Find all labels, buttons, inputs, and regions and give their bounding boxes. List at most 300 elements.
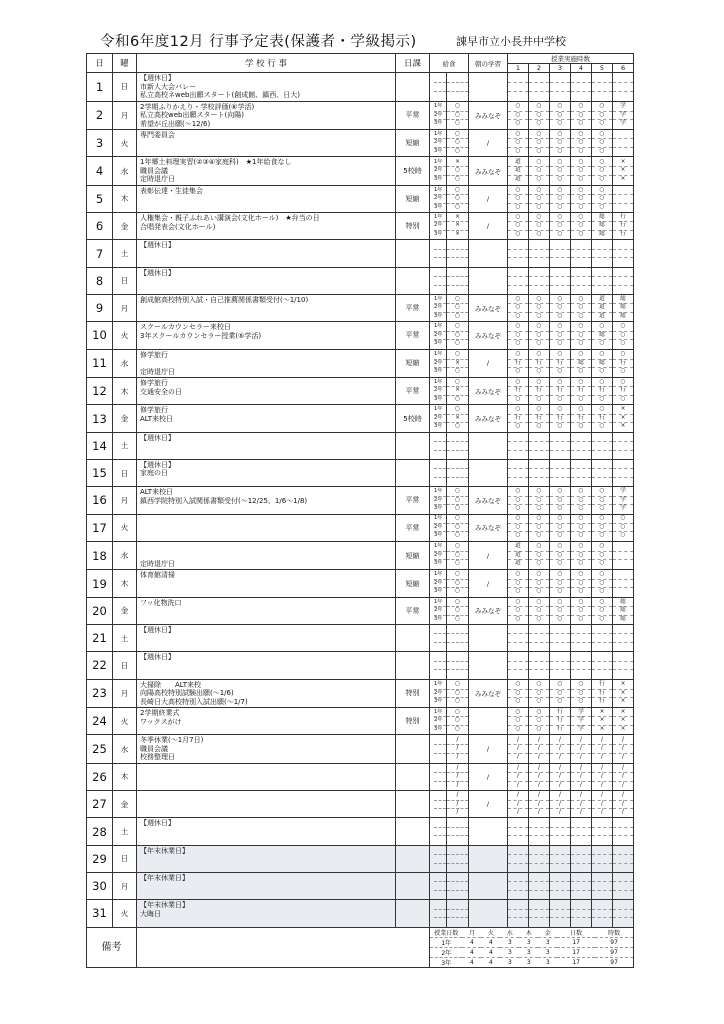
summary-header: 水 [500,928,519,938]
period-cell [613,157,634,186]
day-of-week: 日 [113,267,137,294]
period-mark: ○ [529,717,549,726]
grade-label: 1年 [434,187,446,196]
period-cell [613,101,634,130]
lunch-mark: ○ [454,175,461,182]
period-mark: ○ [529,406,549,415]
period-mark: ○ [578,147,584,154]
period-cell [529,213,550,240]
day-row [87,679,634,708]
grade-label: 2年 [434,717,446,726]
period-cell [592,652,613,679]
period-mark [529,626,549,635]
schedule-type: 平常 [396,487,430,514]
period-mark [550,864,570,872]
period-mark: ○ [592,323,612,332]
period-cell [529,845,550,872]
period-cell [529,624,550,651]
lunch-mark: ○ [447,607,468,616]
period-mark: ○ [550,543,570,552]
lunch-mark: ○ [447,351,468,360]
period-mark [550,634,570,643]
period-mark: ○ [550,323,570,332]
lunch-marks [447,845,469,872]
lunch-mark: ○ [454,147,461,154]
summary-cell-value: 4 [481,947,500,957]
schedule-body [87,73,634,928]
period-cell [550,267,571,294]
period-mark: ○ [557,203,563,210]
period-cell [508,101,529,130]
events-cell [137,432,396,459]
period-cell [529,597,550,624]
grade-labels [430,349,447,378]
period-cell [550,73,571,102]
period-mark [529,461,549,470]
grade-label [434,918,446,926]
period-mark [508,901,528,910]
day-of-week: 日 [113,845,137,872]
grade-label: 1年 [434,488,446,497]
lunch-mark [447,882,468,891]
event-line: 希望が丘出願(～12/6) [140,119,211,128]
grade-label: 3年 [434,368,443,375]
schedule-type [396,459,430,486]
period-mark: / [517,809,519,816]
grade-labels [430,322,447,349]
period-mark: ○ [550,607,570,616]
day-row [87,652,634,679]
period-mark: ○ [613,524,633,533]
period-mark: ○ [550,406,570,415]
grade-label: 3年 [434,203,443,210]
period-mark: ○ [599,340,605,347]
period-mark: × [599,725,605,732]
period-mark: ○ [508,709,528,718]
day-number: 26 [87,763,113,790]
period-mark: / [550,765,570,774]
event-line: 大掃除 ALT来校 [140,680,202,689]
period-mark: 道 [515,560,521,567]
period-mark: ○ [529,571,549,580]
period-mark: × [620,423,626,430]
events-cell [137,487,396,514]
morning-study: みみなぞ [469,487,508,514]
grade-label [434,737,446,746]
period-cell [571,185,592,212]
lunch-mark [447,277,468,286]
period-cell [529,900,550,927]
col-header-morning: 朝の学習 [469,54,508,73]
day-number: 18 [87,541,113,570]
period-cell [592,185,613,212]
period-mark: ○ [508,580,528,589]
grade-label: 2年 [434,690,446,699]
period-mark [613,819,633,828]
period-cell [508,570,529,597]
period-mark: 行 [592,690,612,699]
period-cell [550,570,571,597]
grade-label [434,765,446,774]
period-mark [613,560,633,568]
lunch-marks [447,322,469,349]
period-mark: ○ [613,332,633,341]
grade-label: 2年 [434,415,446,424]
day-row [87,597,634,624]
period-mark [613,461,633,470]
period-mark: ○ [515,615,521,622]
period-cell [571,130,592,157]
period-mark [529,478,549,486]
period-cell [571,570,592,597]
lunch-mark [447,92,468,100]
period-mark: / [580,753,582,760]
period-mark: / [592,801,612,810]
period-mark: ○ [578,615,584,622]
period-cell [571,405,592,432]
event-line: 【年末休業日】 [140,901,189,910]
period-cell [550,459,571,486]
period-mark [508,847,528,856]
period-mark: ○ [550,580,570,589]
period-mark: 学 [571,717,591,726]
lunch-marks [447,541,469,570]
period-mark: ○ [550,571,570,580]
period-mark: ○ [508,524,528,533]
lunch-marks [447,735,469,764]
period-mark: ○ [592,497,612,506]
grade-labels [430,873,447,900]
period-mark [529,910,549,919]
event-line: 職員会議 [140,744,168,753]
summary-cell-value: 3 [526,958,531,966]
period-mark [592,882,612,891]
day-row [87,514,634,541]
period-mark: ○ [536,340,542,347]
period-cell [592,240,613,267]
period-mark: ○ [592,103,612,112]
period-mark [613,250,633,259]
period-cell [550,185,571,212]
period-cell [508,652,529,679]
school-name: 諌早市立小長井中学校 [456,35,566,48]
period-mark [592,670,612,678]
period-mark: ○ [599,368,605,375]
period-mark [529,75,549,84]
grade-label [434,745,446,754]
period-mark [613,580,633,589]
lunch-mark: / [447,745,468,754]
lunch-mark: × [447,415,468,424]
period-mark: ○ [508,187,528,196]
grade-label: 2年 [434,360,446,369]
period-mark: ○ [536,312,542,319]
grade-label: 2年 [434,139,446,148]
period-mark [592,653,612,662]
period-cell [550,708,571,735]
period-mark: 道 [592,296,612,305]
summary-header: 月 [462,928,481,938]
lunch-marks [447,763,469,790]
lunch-mark: ○ [447,406,468,415]
period-mark [613,195,633,204]
period-mark: ○ [578,312,584,319]
morning-study [469,652,508,679]
grade-label [434,286,446,294]
period-cell [571,349,592,378]
period-header: 5 [592,64,613,73]
period-mark [571,819,591,828]
summary-header: 時数 [595,928,633,938]
remarks-text: 備考 [101,941,122,953]
period-mark [550,92,570,100]
period-mark [613,75,633,84]
period-mark [592,918,612,926]
period-mark [508,258,528,266]
period-cell [508,735,529,764]
period-mark [571,451,591,459]
period-mark: ○ [529,497,549,506]
period-cell [592,157,613,186]
day-of-week: 金 [113,213,137,240]
grade-label: 3年 [434,147,443,154]
period-mark: / [622,781,624,788]
period-mark [592,277,612,286]
event-line: 市新人大会バレー [140,82,196,91]
summary-cell-value: 97 [595,947,633,957]
period-cell [592,459,613,486]
period-mark [592,855,612,864]
lunch-marks [447,514,469,541]
period-mark [613,269,633,278]
period-cell [508,130,529,157]
summary-cell-value: 3 [500,947,519,957]
period-cell [529,294,550,321]
period-cell [592,213,613,240]
lunch-marks [447,294,469,321]
period-cell [571,541,592,570]
period-mark: / [517,753,519,760]
day-row [87,405,634,432]
period-mark: / [529,801,549,810]
grade-labels [430,101,447,130]
day-row [87,541,634,570]
lunch-mark [447,258,468,266]
period-mark: ○ [515,588,521,595]
period-mark: ○ [592,599,612,608]
event-line: 2学期ふりかえり・学校評価(⑥学活) [140,102,255,111]
period-cell [508,185,529,212]
grade-label: 3年 [434,312,443,319]
lunch-mark: ○ [454,368,461,375]
period-cell [613,900,634,927]
grade-label: 1年 [434,379,446,388]
period-mark: / [559,809,561,816]
day-row [87,624,634,651]
period-mark: ○ [508,323,528,332]
period-mark: ○ [571,131,591,140]
event-line: 定時退庁日 [140,175,175,184]
period-cell [508,818,529,845]
grade-label [434,809,446,817]
period-cell [613,349,634,378]
period-mark: ○ [515,312,521,319]
morning-study: みみなぞ [469,405,508,432]
grade-labels [430,432,447,459]
period-mark: ○ [536,368,542,375]
lunch-marks [447,570,469,597]
grade-label [434,75,446,84]
period-mark [592,891,612,899]
period-mark [571,269,591,278]
lunch-mark: ○ [447,323,468,332]
day-row [87,130,634,157]
grade-label: 3年 [434,615,443,622]
lunch-marks [447,157,469,186]
period-cell [529,130,550,157]
period-cell [613,213,634,240]
lunch-marks [447,185,469,212]
remarks-label [87,927,137,967]
period-mark: ○ [550,195,570,204]
period-cell [613,791,634,818]
period-mark: ○ [550,214,570,223]
period-cell [613,708,634,735]
events-cell [137,735,396,764]
lunch-marks [447,349,469,378]
lunch-mark: ○ [454,340,461,347]
period-cell [550,322,571,349]
period-cell [550,818,571,845]
period-mark [508,918,528,926]
period-cell [508,791,529,818]
schedule-type [396,652,430,679]
grade-labels [430,378,447,405]
period-mark: ○ [536,423,542,430]
period-mark: / [529,737,549,746]
lunch-mark [447,286,468,294]
grade-label: 1年 [434,406,446,415]
period-mark [529,269,549,278]
period-cell [508,432,529,459]
lunch-mark: ○ [447,580,468,589]
period-mark [508,910,528,919]
period-mark: 総 [620,312,626,319]
day-number: 13 [87,405,113,432]
period-cell [508,459,529,486]
period-cell [508,349,529,378]
summary-row [430,947,633,957]
period-mark [571,918,591,926]
period-mark: ○ [557,312,563,319]
period-mark: ○ [529,488,549,497]
period-mark [508,670,528,678]
grade-label: 3年 [434,230,443,237]
period-mark: ○ [571,524,591,533]
period-mark [508,478,528,486]
period-cell [571,157,592,186]
day-of-week: 日 [113,652,137,679]
grade-label [434,792,446,801]
period-cell [592,818,613,845]
period-cell [550,432,571,459]
lunch-mark: / [447,765,468,774]
schedule-type [396,73,430,102]
period-mark [613,451,633,459]
period-mark: ○ [529,351,549,360]
period-mark [508,643,528,651]
schedule-type [396,818,430,845]
period-cell [613,322,634,349]
day-row [87,487,634,514]
period-mark: ○ [515,532,521,539]
period-mark: ○ [529,552,549,561]
event-line: 創成館高校特別入試・自己推薦関係書類受付(～1/10) [140,295,309,304]
grade-label [434,901,446,910]
period-cell [550,845,571,872]
period-cell [508,267,529,294]
period-mark: / [529,792,549,801]
period-mark [508,451,528,459]
day-number: 16 [87,487,113,514]
period-header: 4 [571,64,592,73]
period-mark [613,139,633,148]
period-mark: ○ [529,139,549,148]
lunch-mark: / [447,737,468,746]
period-cell [592,708,613,735]
period-cell [613,845,634,872]
period-cell [529,267,550,294]
period-cell [571,213,592,240]
morning-study: / [469,570,508,597]
period-mark: 行 [550,360,570,369]
day-row [87,185,634,212]
period-mark: / [550,801,570,810]
period-mark: ○ [592,580,612,589]
event-line [140,765,392,774]
event-line: 長崎日大高校特別入試出願(～1/7) [140,697,248,706]
morning-study: みみなぞ [469,514,508,541]
period-mark: 道 [599,312,605,319]
period-header: 2 [529,64,550,73]
day-number: 15 [87,459,113,486]
events-cell [137,240,396,267]
grade-label: 1年 [434,543,446,552]
morning-study [469,845,508,872]
lunch-mark [447,662,468,671]
lunch-mark: ○ [447,167,468,176]
period-mark [613,910,633,919]
period-cell [571,294,592,321]
period-mark: ○ [599,120,605,126]
period-cell [613,405,634,432]
period-mark: / [529,773,549,782]
day-row [87,73,634,102]
period-mark: ○ [592,159,612,168]
period-cell [592,679,613,708]
period-cell [508,597,529,624]
lunch-mark: ○ [447,515,468,524]
period-mark [508,269,528,278]
grade-labels [430,267,447,294]
period-mark [508,461,528,470]
summary-cell-value: 2年 [430,947,462,957]
period-mark [550,643,570,651]
period-mark: ○ [515,147,521,154]
period-mark [508,819,528,828]
period-cell [529,378,550,405]
events-cell [137,679,396,708]
